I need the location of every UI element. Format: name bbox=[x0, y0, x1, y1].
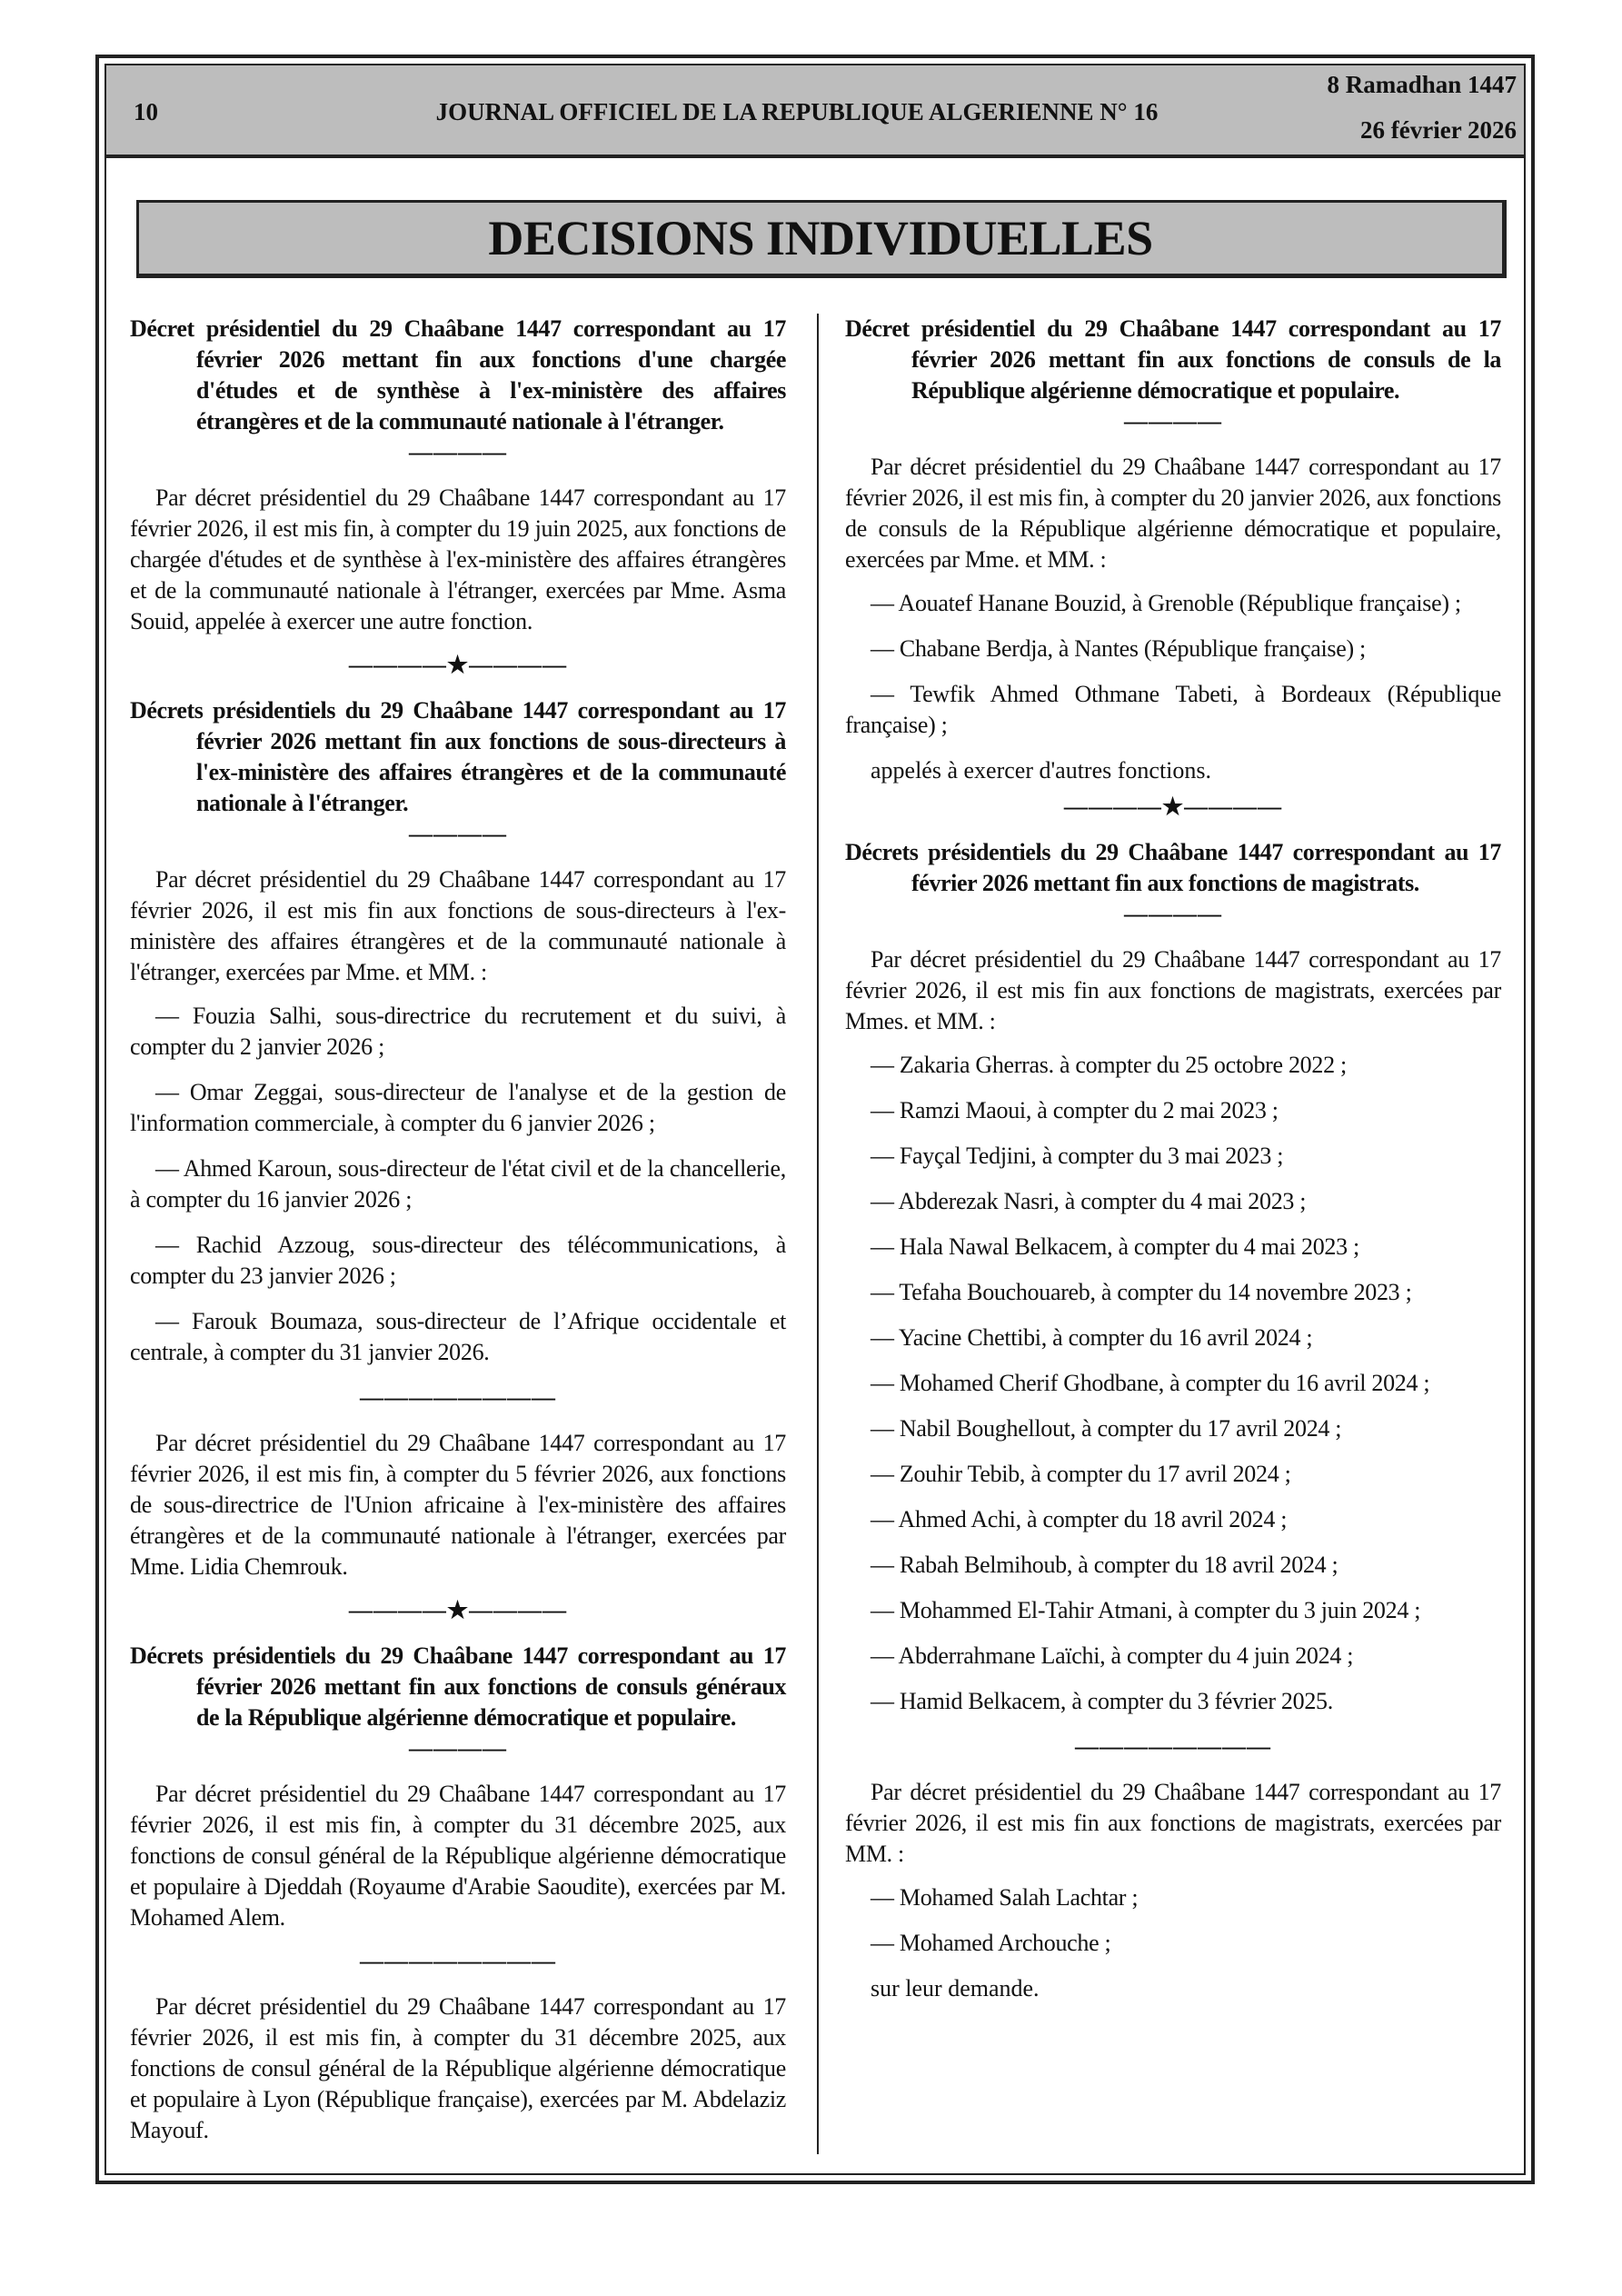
section-title: DECISIONS INDIVIDUELLES bbox=[136, 200, 1507, 278]
list-item: — Zakaria Gherras. à compter du 25 octobre 2022 ; bbox=[871, 1052, 1347, 1078]
decree-heading: Décret présidentiel du 29 Chaâbane 1447 correspondant au 17 février 2026 mettant fin aux fonctions de consuls de la République algérienne démocratique et populaire. bbox=[845, 315, 1501, 404]
journal-title: JOURNAL OFFICIEL DE LA REPUBLIQUE ALGERIENNE N° 16 bbox=[435, 98, 1159, 125]
list-item: — Mohamed Salah Lachtar ; bbox=[871, 1884, 1139, 1911]
separator: ———————— bbox=[360, 1384, 556, 1411]
separator: ————★———— bbox=[1063, 794, 1283, 820]
decree-heading: Décrets présidentiels du 29 Chaâbane 1447 correspondant au 17 février 2026 mettant fin aux fonctions de sous-directeurs à l'ex-ministère des affaires étrangères et de la communauté nationale à l'étranger. bbox=[130, 697, 786, 816]
decree-paragraph: Par décret présidentiel du 29 Chaâbane 1447 correspondant au 17 février 2026, il est mis fin aux fonctions de magistrats, exercées par MM. : bbox=[845, 1779, 1501, 1867]
date-gregorian: 26 février 2026 bbox=[1360, 116, 1517, 144]
decree-paragraph: Par décret présidentiel du 29 Chaâbane 1447 correspondant au 17 février 2026, il est mis fin, à compter du 5 février 2026, aux fonctions de sous-directrice de l'Union africaine à l'ex-ministère des affaires étrangères et de la communauté nationale à l'étranger, exercées par Mme. Lidia Chemrouk. bbox=[130, 1430, 786, 1580]
journal-header bbox=[106, 65, 1524, 158]
list-item: — Tefaha Bouchouareb, à compter du 14 novembre 2023 ; bbox=[871, 1279, 1412, 1305]
list-item: — Nabil Boughellout, à compter du 17 avril 2024 ; bbox=[871, 1415, 1342, 1442]
separator: ———— bbox=[1124, 901, 1222, 927]
decree-paragraph: Par décret présidentiel du 29 Chaâbane 1447 correspondant au 17 février 2026, il est mis fin, à compter du 20 janvier 2026, aux fonctions de consuls de la République algérienne démocratique et populaire, exercées par Mme. et MM. : bbox=[845, 454, 1501, 573]
list-item: — Farouk Boumaza, sous-directeur de l’Afrique occidentale et centrale, à compter du 31 janvier 2026. bbox=[130, 1308, 786, 1365]
separator: ———— bbox=[409, 1735, 507, 1762]
decree-paragraph: Par décret présidentiel du 29 Chaâbane 1447 correspondant au 17 février 2026, il est mis fin, à compter du 31 décembre 2025, aux fonctions de consul général de la République algérienne démocratique et populaire à Djeddah (Royaume d'Arabie Saoudite), exercées par M. Mohamed Alem. bbox=[130, 1781, 786, 1931]
list-item: — Chabane Berdja, à Nantes (République française) ; bbox=[871, 635, 1366, 662]
separator: ———————— bbox=[360, 1948, 556, 1974]
list-item: — Tewfik Ahmed Othmane Tabeti, à Bordeaux (République française) ; bbox=[845, 681, 1501, 738]
closing-text: appelés à exercer d'autres fonctions. bbox=[871, 757, 1212, 784]
left-column bbox=[130, 314, 786, 2159]
list-item: — Yacine Chettibi, à compter du 16 avril 2024 ; bbox=[871, 1324, 1313, 1351]
list-item: — Fayçal Tedjini, à compter du 3 mai 2023 ; bbox=[871, 1143, 1284, 1169]
decree-paragraph: Par décret présidentiel du 29 Chaâbane 1447 correspondant au 17 février 2026, il est mis fin aux fonctions de magistrats, exercées par Mmes. et MM. : bbox=[845, 946, 1501, 1034]
list-item: — Mohammed El-Tahir Atmani, à compter du 3 juin 2024 ; bbox=[871, 1597, 1421, 1623]
decree-heading: Décrets présidentiels du 29 Chaâbane 1447 correspondant au 17 février 2026 mettant fin aux fonctions de magistrats. bbox=[845, 839, 1501, 896]
list-item: — Rabah Belmihoub, à compter du 18 avril 2024 ; bbox=[871, 1552, 1338, 1578]
separator: ———— bbox=[1124, 408, 1222, 434]
list-item: — Hamid Belkacem, à compter du 3 février 2025. bbox=[871, 1688, 1333, 1714]
separator: ———————— bbox=[1075, 1733, 1271, 1760]
list-item: — Aouatef Hanane Bouzid, à Grenoble (République française) ; bbox=[871, 590, 1461, 616]
separator: ————★———— bbox=[348, 652, 568, 678]
date-hijri: 8 Ramadhan 1447 bbox=[1327, 71, 1517, 98]
decree-paragraph: Par décret présidentiel du 29 Chaâbane 1447 correspondant au 17 février 2026, il est mis fin aux fonctions de sous-directeurs à l'ex-ministère des affaires étrangères et de la communauté nationale à l'étranger, exercées par Mme. et MM. : bbox=[130, 866, 786, 985]
column-divider bbox=[817, 314, 819, 2154]
list-item: — Zouhir Tebib, à compter du 17 avril 2024 ; bbox=[871, 1461, 1291, 1487]
list-item: — Abderezak Nasri, à compter du 4 mai 2023 ; bbox=[871, 1188, 1307, 1214]
separator: ————★———— bbox=[348, 1597, 568, 1623]
separator: ———— bbox=[409, 821, 507, 847]
list-item: — Rachid Azzoug, sous-directeur des télécommunications, à compter du 23 janvier 2026 ; bbox=[130, 1232, 786, 1289]
decree-heading: Décret présidentiel du 29 Chaâbane 1447 correspondant au 17 février 2026 mettant fin aux fonctions d'une chargée d'études et de synthèse à l'ex-ministère des affaires étrangères et de la communauté nationale à l'étranger. bbox=[130, 315, 786, 434]
separator: ———— bbox=[409, 439, 507, 465]
decree-paragraph: Par décret présidentiel du 29 Chaâbane 1447 correspondant au 17 février 2026, il est mis fin, à compter du 31 décembre 2025, aux fonctions de consul général de la République algérienne démocratique et populaire à Lyon (République française), exercées par M. Abdelaziz Mayouf. bbox=[130, 1993, 786, 2143]
list-item: — Fouzia Salhi, sous-directrice du recrutement et du suivi, à compter du 2 janvier 2026 ; bbox=[130, 1003, 786, 1060]
decree-heading: Décrets présidentiels du 29 Chaâbane 1447 correspondant au 17 février 2026 mettant fin aux fonctions de consuls généraux de la République algérienne démocratique et populaire. bbox=[130, 1642, 786, 1731]
list-item: — Hala Nawal Belkacem, à compter du 4 mai 2023 ; bbox=[871, 1233, 1359, 1260]
list-item: — Ahmed Karoun, sous-directeur de l'état civil et de la chancellerie, à compter du 16 janvier 2026 ; bbox=[130, 1155, 786, 1213]
right-column bbox=[845, 314, 1501, 2010]
list-item: — Ramzi Maoui, à compter du 2 mai 2023 ; bbox=[871, 1097, 1279, 1123]
closing-text: sur leur demande. bbox=[871, 1975, 1040, 2002]
list-item: — Abderrahmane Laïchi, à compter du 4 juin 2024 ; bbox=[871, 1642, 1354, 1669]
page-number: 10 bbox=[134, 98, 158, 125]
list-item: — Ahmed Achi, à compter du 18 avril 2024 ; bbox=[871, 1506, 1288, 1532]
decree-paragraph: Par décret présidentiel du 29 Chaâbane 1447 correspondant au 17 février 2026, il est mis fin, à compter du 19 juin 2025, aux fonctions de chargée d'études et de synthèse à l'ex-ministère des affaires étrangères et de la communauté nationale à l'étranger, exercées par Mme. Asma Souid, appelée à exercer une autre fonction. bbox=[130, 484, 786, 634]
list-item: — Mohamed Archouche ; bbox=[871, 1930, 1111, 1956]
list-item: — Mohamed Cherif Ghodbane, à compter du 16 avril 2024 ; bbox=[871, 1370, 1430, 1396]
list-item: — Omar Zeggai, sous-directeur de l'analyse et de la gestion de l'information commerciale, à compter du 6 janvier 2026 ; bbox=[130, 1079, 786, 1136]
